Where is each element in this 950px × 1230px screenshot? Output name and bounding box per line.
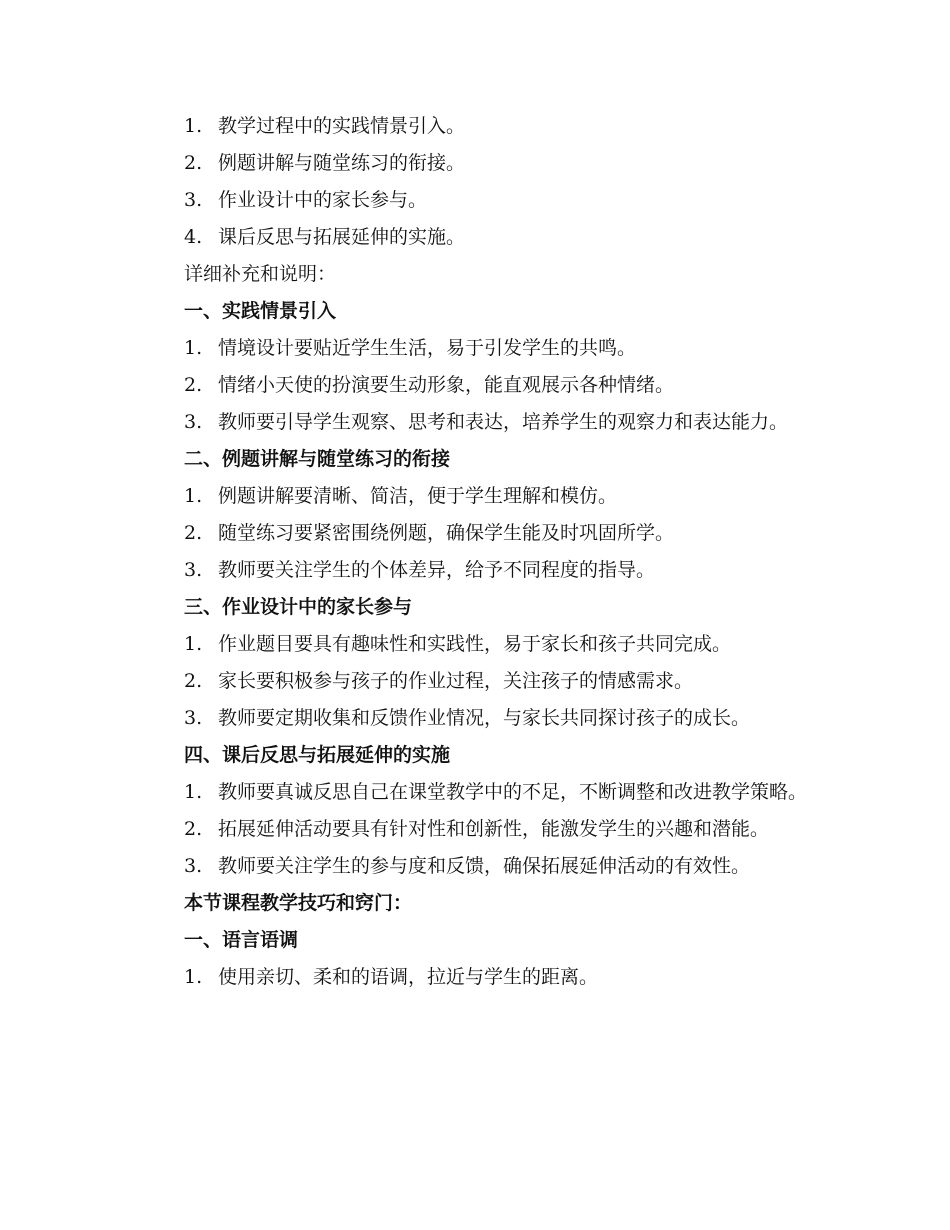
item-number: 2. <box>184 670 203 692</box>
section-heading: 二、例题讲解与随堂练习的衔接 <box>184 448 451 470</box>
item-text: 教学过程中的实践情景引入。 <box>218 115 466 137</box>
item-text: 教师要引导学生观察、思考和表达，培养学生的观察力和表达能力。 <box>218 411 789 433</box>
item-text: 课后反思与拓展延伸的实施。 <box>218 226 466 248</box>
item-text: 例题讲解要清晰、简洁，便于学生理解和模仿。 <box>218 485 618 507</box>
item-text: 教师要关注学生的参与度和反馈，确保拓展延伸活动的有效性。 <box>218 855 751 877</box>
list-item <box>142 663 822 700</box>
list-item <box>142 811 822 848</box>
item-number: 1. <box>184 781 203 803</box>
item-text: 情绪小天使的扮演要生动形象，能直观展示各种情绪。 <box>218 374 675 396</box>
item-number: 2. <box>184 374 203 396</box>
list-item <box>142 515 822 552</box>
item-text: 作业设计中的家长参与。 <box>218 189 428 211</box>
section-heading: 一、语言语调 <box>184 929 299 951</box>
item-text: 拓展延伸活动要具有针对性和创新性，能激发学生的兴趣和潜能。 <box>218 818 770 840</box>
supplement-label: 详细补充和说明： <box>184 263 337 285</box>
item-number: 3. <box>184 559 203 581</box>
list-item <box>142 700 822 737</box>
item-number: 1. <box>184 966 203 988</box>
item-number: 3. <box>184 855 203 877</box>
list-item <box>142 182 822 219</box>
item-number: 4. <box>184 226 203 248</box>
list-item <box>142 848 822 885</box>
item-text: 例题讲解与随堂练习的衔接。 <box>218 152 466 174</box>
list-item <box>142 367 822 404</box>
item-text: 教师要真诚反思自己在课堂教学中的不足，不断调整和改进教学策略。 <box>218 781 808 803</box>
tips-title: 本节课程教学技巧和窍门： <box>184 892 413 914</box>
item-text: 情境设计要贴近学生生活，易于引发学生的共鸣。 <box>218 337 637 359</box>
list-item <box>142 774 822 811</box>
list-item <box>142 404 822 441</box>
section-heading: 三、作业设计中的家长参与 <box>184 596 413 618</box>
item-text: 随堂练习要紧密围绕例题，确保学生能及时巩固所学。 <box>218 522 675 544</box>
list-item <box>142 108 822 145</box>
item-text: 作业题目要具有趣味性和实践性，易于家长和孩子共同完成。 <box>218 633 732 655</box>
item-text: 家长要积极参与孩子的作业过程，关注孩子的情感需求。 <box>218 670 694 692</box>
list-item <box>142 478 822 515</box>
section-heading: 一、实践情景引入 <box>184 300 337 322</box>
list-item <box>142 330 822 367</box>
list-item <box>142 145 822 182</box>
item-number: 1. <box>184 115 203 137</box>
item-number: 3. <box>184 707 203 729</box>
item-text: 教师要定期收集和反馈作业情况，与家长共同探讨孩子的成长。 <box>218 707 751 729</box>
section-heading: 四、课后反思与拓展延伸的实施 <box>184 744 451 766</box>
item-number: 2. <box>184 818 203 840</box>
item-text: 教师要关注学生的个体差异，给予不同程度的指导。 <box>218 559 656 581</box>
list-item <box>142 626 822 663</box>
item-number: 1. <box>184 485 203 507</box>
item-number: 2. <box>184 522 203 544</box>
item-text: 使用亲切、柔和的语调，拉近与学生的距离。 <box>218 966 599 988</box>
item-number: 1. <box>184 337 203 359</box>
item-number: 3. <box>184 411 203 433</box>
list-item <box>142 552 822 589</box>
item-number: 2. <box>184 152 203 174</box>
item-number: 3. <box>184 189 203 211</box>
item-number: 1. <box>184 633 203 655</box>
list-item <box>142 959 822 996</box>
document-body <box>142 108 822 996</box>
list-item <box>142 219 822 256</box>
